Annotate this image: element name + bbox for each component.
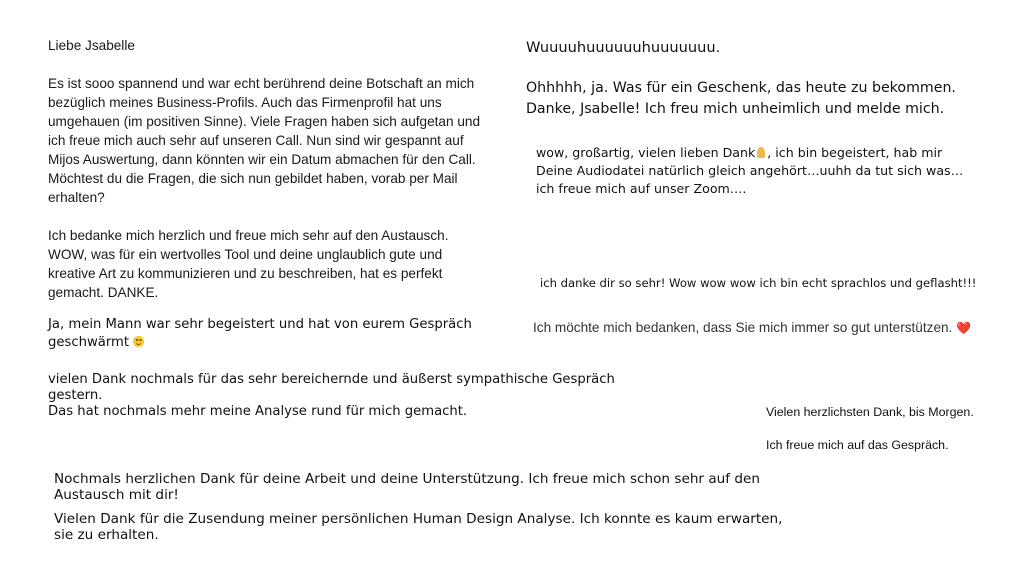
testimonial-speechless: ich danke dir so sehr! Wow wow wow ich bin echt sprachlos und geflasht!!! bbox=[540, 276, 977, 290]
testimonial-conversation-thanks: vielen Dank nochmals für das sehr bereichernde und äußerst sympathische Gespräch gestern. Das hat nochmals mehr meine Analyse rund für mich gemacht. bbox=[48, 372, 615, 419]
testimonial-husband-text: Ja, mein Mann war sehr begeistert und hat von eurem Gespräch geschwärmt bbox=[48, 317, 472, 350]
smiley-icon bbox=[133, 336, 144, 347]
testimonial-support bbox=[533, 318, 1003, 338]
testimonial-analysis-thanks: Vielen Dank für die Zusendung meiner persönlichen Human Design Analyse. Ich konnte es kaum erwarten, sie zu erhalten. bbox=[54, 511, 783, 543]
testimonial-audio bbox=[536, 144, 986, 197]
folded-hands-icon bbox=[755, 146, 767, 158]
testimonial-audio-text-end: , ich bin begeistert, hab mir Deine Audiodatei natürlich gleich angehört…uuhh da tut sich was… ich freue mich auf unser Zoom…. bbox=[536, 145, 964, 196]
testimonial-gift: Ohhhhh, ja. Was für ein Geschenk, das heute zu bekommen. Danke, Jsabelle! Ich freu mich unheimlich und melde mich. bbox=[526, 80, 956, 117]
testimonial-exclamation: Wuuuuhuuuuuuhuuuuuuu. bbox=[526, 39, 721, 56]
testimonial-husband bbox=[48, 316, 488, 352]
testimonial-work-thanks: Nochmals herzlichen Dank für deine Arbeit und deine Unterstützung. Ich freue mich schon sehr auf den Austausch mit dir! bbox=[54, 471, 761, 503]
testimonial-looking-forward: Ich freue mich auf das Gespräch. bbox=[766, 438, 949, 452]
heart-icon: ❤️ bbox=[956, 321, 972, 335]
testimonial-support-text: Ich möchte mich bedanken, dass Sie mich immer so gut unterstützen. bbox=[533, 320, 953, 335]
testimonial-audio-text-start: wow, großartig, vielen lieben Dank bbox=[536, 145, 756, 160]
testimonial-letter-jsabelle: Liebe Jsabelle Es ist sooo spannend und war echt berührend deine Botschaft an mich bezüglich meines Business-Profils. Auch das Firmenprofil hat uns umgehauen (im positiven Sinne). Viele Fragen haben sich aufgetan und ich freue mich auch sehr auf unseren Call. Nun sind wir gespannt auf Mijos Auswertung, dann könnten wir ein Datum abmachen für den Call. Möchtest du die Fragen, die sich nun gebildet haben, vorab per Mail erhalten? Ich bedanke mich herzlich und freue mich sehr auf den Austausch. WOW, was für ein wertvolles Tool und deine unglaublich gute und kreative Art zu kommunizieren und zu beschreiben, hat es perfekt gemacht. DANKE. bbox=[48, 38, 481, 300]
testimonial-see-you-tomorrow: Vielen herzlichsten Dank, bis Morgen. bbox=[766, 405, 974, 419]
